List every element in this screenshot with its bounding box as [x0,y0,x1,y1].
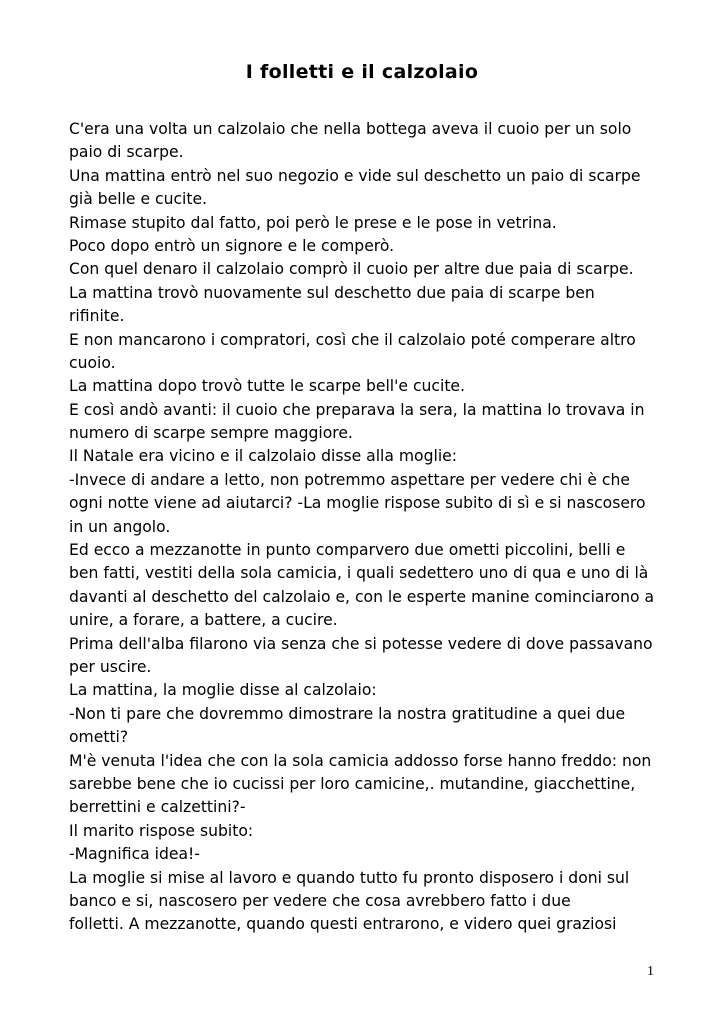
text-line: sarebbe bene che io cucissi per loro camicine,. mutandine, giacchettine, [69,774,636,793]
text-line: -Invece di andare a letto, non potremmo aspettare per vedere chi è che [69,470,630,489]
text-line: La mattina trovò nuovamente sul deschetto due paia di scarpe ben [69,283,595,302]
text-line: E non mancarono i compratori, così che il calzolaio poté comperare altro [69,330,636,349]
text-line: ometti? [69,728,129,747]
text-line: paio di scarpe. [69,143,184,162]
text-line: Poco dopo entrò un signore e le comperò. [69,236,395,255]
text-line: davanti al deschetto del calzolaio e, con le esperte manine cominciarono a [69,587,655,606]
text-line: E così andò avanti: il cuoio che preparava la sera, la mattina lo trovava in [69,400,645,419]
text-line: in un angolo. [69,517,171,536]
text-line: numero di scarpe sempre maggiore. [69,424,353,443]
text-line: La moglie si mise al lavoro e quando tutto fu pronto disposero i doni sul [69,868,630,887]
text-line: ogni notte viene ad aiutarci? -La moglie rispose subito di sì e si nascosero [69,494,646,513]
text-line: Prima dell'alba filarono via senza che si potesse vedere di dove passavano [69,634,653,653]
text-line: già belle e cucite. [69,190,208,209]
text-line: -Non ti pare che dovremmo dimostrare la nostra gratitudine a quei due [69,704,626,723]
page-number: 1 [647,964,654,979]
text-line: -Magnifica idea!- [69,845,200,864]
text-line: ben fatti, vestiti della sola camicia, i quali sedettero uno di qua e uno di là [69,564,649,583]
text-line: M'è venuta l'idea che con la sola camicia addosso forse hanno freddo: non [69,751,652,770]
text-line: Ed ecco a mezzanotte in punto comparvero due ometti piccolini, belli e [69,541,626,560]
text-line: unire, a forare, a battere, a cucire. [69,611,338,630]
text-line: Il Natale era vicino e il calzolaio disse alla moglie: [69,447,458,466]
text-line: per uscire. [69,657,152,676]
text-line: La mattina dopo trovò tutte le scarpe bell'e cucite. [69,377,465,396]
text-line: Il marito rispose subito: [69,821,254,840]
text-line: La mattina, la moglie disse al calzolaio: [69,681,377,700]
text-line: berrettini e calzettini?- [69,798,246,817]
text-line: rifinite. [69,307,125,326]
text-line: cuoio. [69,353,116,372]
document-title: I folletti e il calzolaio [245,61,479,83]
text-line: Rimase stupito dal fatto, poi però le prese e le pose in vetrina. [69,213,557,232]
text-line: banco e si, nascosero per vedere che cosa avrebbero fatto i due [69,891,571,910]
text-line: Una mattina entrò nel suo negozio e vide sul deschetto un paio di scarpe [69,166,641,185]
text-line: C'era una volta un calzolaio che nella bottega aveva il cuoio per un solo [69,120,632,138]
text-line: folletti. A mezzanotte, quando questi entrarono, e videro quei graziosi [69,915,617,934]
text-line: Con quel denaro il calzolaio comprò il cuoio per altre due paia di scarpe. [69,260,634,279]
document-body [69,118,669,937]
